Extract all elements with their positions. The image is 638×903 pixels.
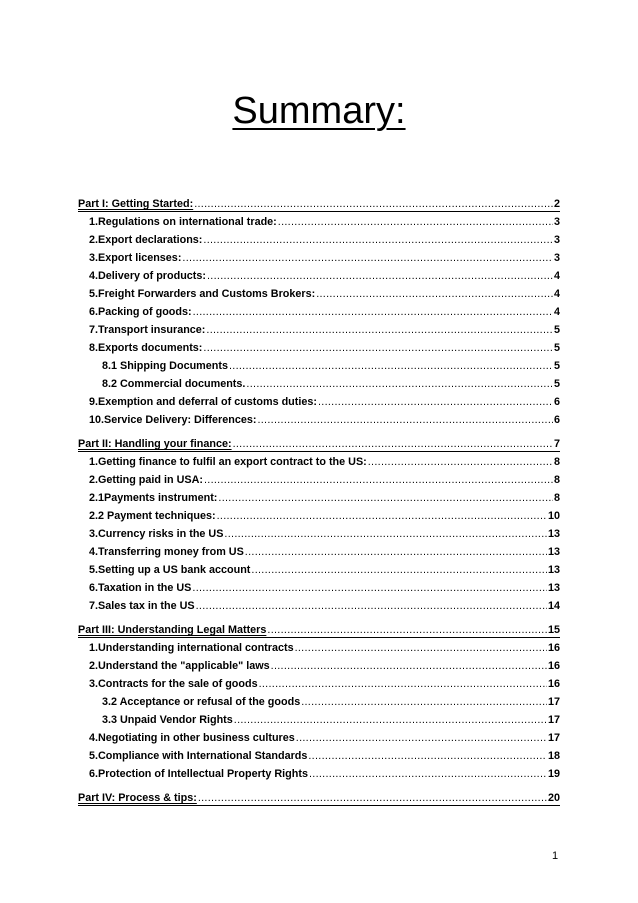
toc-entry-label: 1.Getting finance to fulfil an export contract to the US: (89, 456, 367, 468)
toc-part-entry[interactable] (78, 786, 560, 804)
toc-entry-page-number: 13 (547, 582, 560, 594)
toc-entry[interactable] (78, 654, 560, 672)
toc-entry[interactable] (78, 672, 560, 690)
toc-part-entry[interactable] (78, 192, 560, 210)
toc-entry-label: 5.Freight Forwarders and Customs Brokers: (89, 288, 316, 300)
toc-entry-page-number: 4 (553, 288, 560, 300)
toc-dot-leader (229, 358, 553, 372)
toc-dot-leader (318, 394, 553, 408)
toc-entry-page-number: 6 (553, 414, 560, 426)
toc-entry[interactable] (78, 762, 560, 780)
toc-entry[interactable] (78, 504, 560, 522)
toc-entry[interactable] (78, 450, 560, 468)
toc-entry[interactable] (78, 594, 560, 612)
toc-entry-page-number: 13 (547, 564, 560, 576)
toc-entry-label: 2.1Payments instrument: (89, 492, 218, 504)
toc-dot-leader (309, 766, 547, 780)
toc-dot-leader (245, 544, 547, 558)
toc-dot-leader (218, 490, 553, 504)
toc-entry-label: 9.Exemption and deferral of customs duties: (89, 396, 317, 408)
toc-entry-page-number: 5 (553, 324, 560, 336)
toc-entry-label: 8.1 Shipping Documents (102, 360, 228, 372)
toc-entry-page-number: 15 (547, 624, 560, 636)
toc-entry-label: 3.Currency risks in the US (89, 528, 224, 540)
toc-entry[interactable] (78, 744, 560, 762)
toc-entry-label: 5.Setting up a US bank account (89, 564, 251, 576)
toc-dot-leader (198, 790, 547, 804)
toc-entry[interactable] (78, 210, 560, 228)
toc-entry[interactable] (78, 336, 560, 354)
toc-dot-leader (301, 694, 547, 708)
toc-entry-page-number: 8 (553, 456, 560, 468)
toc-entry-page-number: 5 (553, 360, 560, 372)
toc-entry[interactable] (78, 540, 560, 558)
toc-dot-leader (316, 286, 553, 300)
toc-entry-page-number: 3 (553, 216, 560, 228)
toc-dot-leader (278, 214, 553, 228)
toc-entry-label: 3.3 Unpaid Vendor Rights (102, 714, 233, 726)
toc-dot-leader (296, 730, 547, 744)
toc-dot-leader (295, 640, 547, 654)
toc-entry[interactable] (78, 486, 560, 504)
toc-entry-page-number: 14 (547, 600, 560, 612)
toc-entry-page-number: 3 (553, 252, 560, 264)
toc-entry-label: 7.Transport insurance: (89, 324, 206, 336)
toc-entry-page-number: 2 (553, 198, 560, 210)
toc-entry[interactable] (78, 264, 560, 282)
toc-entry-page-number: 5 (553, 378, 560, 390)
toc-entry-label: 3.Export licenses: (89, 252, 182, 264)
toc-dot-leader (368, 454, 553, 468)
toc-entry[interactable] (78, 282, 560, 300)
toc-entry[interactable] (78, 576, 560, 594)
toc-entry-label: 3.2 Acceptance or refusal of the goods (102, 696, 301, 708)
toc-entry[interactable] (78, 246, 560, 264)
toc-entry-page-number: 4 (553, 270, 560, 282)
toc-dot-leader (233, 436, 553, 450)
toc-part-entry[interactable] (78, 618, 560, 636)
toc-entry[interactable] (78, 354, 560, 372)
toc-entry-page-number: 18 (547, 750, 560, 762)
toc-entry-page-number: 19 (547, 768, 560, 780)
toc-entry-label: 6.Taxation in the US (89, 582, 192, 594)
toc-dot-leader (246, 376, 553, 390)
toc-entry-label: 3.Contracts for the sale of goods (89, 678, 258, 690)
toc-dot-leader (196, 598, 547, 612)
toc-entry-label: 8.2 Commercial documents. (102, 378, 246, 390)
toc-dot-leader (234, 712, 547, 726)
toc-entry-page-number: 17 (547, 696, 560, 708)
toc-entry-label: 5.Compliance with International Standards (89, 750, 308, 762)
toc-entry-label: Part III: Understanding Legal Matters (78, 624, 267, 636)
toc-entry-page-number: 16 (547, 660, 560, 672)
toc-entry-label: Part IV: Process & tips: (78, 792, 197, 804)
toc-entry[interactable] (78, 390, 560, 408)
toc-entry-page-number: 8 (553, 492, 560, 504)
toc-entry-label: 2.2 Payment techniques: (89, 510, 216, 522)
toc-dot-leader (192, 580, 547, 594)
toc-entry-label: 4.Delivery of products: (89, 270, 206, 282)
toc-entry-label: 2.Getting paid in USA: (89, 474, 203, 486)
toc-dot-leader (203, 232, 553, 246)
toc-entry[interactable] (78, 228, 560, 246)
toc-dot-leader (206, 322, 553, 336)
toc-dot-leader (308, 748, 547, 762)
toc-entry-page-number: 17 (547, 714, 560, 726)
toc-entry-page-number: 13 (547, 546, 560, 558)
toc-entry-page-number: 3 (553, 234, 560, 246)
toc-entry-label: 7.Sales tax in the US (89, 600, 195, 612)
toc-entry-page-number: 16 (547, 678, 560, 690)
table-of-contents (78, 192, 560, 804)
toc-entry-page-number: 13 (547, 528, 560, 540)
toc-entry[interactable] (78, 726, 560, 744)
toc-entry-label: 2.Understand the "applicable" laws (89, 660, 270, 672)
toc-dot-leader (203, 340, 553, 354)
toc-dot-leader (271, 658, 547, 672)
toc-entry[interactable] (78, 372, 560, 390)
toc-dot-leader (259, 676, 547, 690)
toc-dot-leader (267, 622, 547, 636)
toc-entry[interactable] (78, 318, 560, 336)
page-title: Summary: (232, 90, 406, 132)
toc-entry[interactable] (78, 636, 560, 654)
toc-dot-leader (217, 508, 547, 522)
toc-dot-leader (193, 304, 553, 318)
toc-dot-leader (251, 562, 547, 576)
toc-entry[interactable] (78, 522, 560, 540)
toc-entry-label: 1.Regulations on international trade: (89, 216, 277, 228)
toc-entry[interactable] (78, 708, 560, 726)
toc-part-entry[interactable] (78, 432, 560, 450)
toc-entry[interactable] (78, 468, 560, 486)
toc-entry-page-number: 7 (553, 438, 560, 450)
toc-dot-leader (257, 412, 553, 426)
toc-entry-label: 4.Transferring money from US (89, 546, 244, 558)
toc-entry-page-number: 8 (553, 474, 560, 486)
toc-entry-label: Part II: Handling your finance: (78, 438, 232, 450)
toc-dot-leader (194, 196, 553, 210)
toc-entry[interactable] (78, 300, 560, 318)
toc-entry-label: 2.Export declarations: (89, 234, 203, 246)
toc-entry-label: 10.Service Delivery: Differences: (89, 414, 257, 426)
toc-dot-leader (207, 268, 553, 282)
toc-entry-label: Part I: Getting Started: (78, 198, 194, 210)
toc-entry-label: 6.Packing of goods: (89, 306, 192, 318)
toc-entry[interactable] (78, 408, 560, 426)
toc-entry-label: 1.Understanding international contracts (89, 642, 294, 654)
toc-entry[interactable] (78, 690, 560, 708)
toc-entry-label: 4.Negotiating in other business cultures (89, 732, 295, 744)
toc-entry-page-number: 4 (553, 306, 560, 318)
toc-entry-page-number: 10 (547, 510, 560, 522)
toc-entry-page-number: 5 (553, 342, 560, 354)
toc-entry-page-number: 6 (553, 396, 560, 408)
toc-entry-page-number: 20 (547, 792, 560, 804)
toc-dot-leader (224, 526, 547, 540)
toc-entry[interactable] (78, 558, 560, 576)
toc-dot-leader (182, 250, 553, 264)
page-number: 1 (552, 850, 559, 862)
toc-entry-page-number: 17 (547, 732, 560, 744)
toc-entry-label: 6.Protection of Intellectual Property Rights (89, 768, 308, 780)
toc-entry-page-number: 16 (547, 642, 560, 654)
toc-dot-leader (204, 472, 553, 486)
toc-entry-label: 8.Exports documents: (89, 342, 203, 354)
